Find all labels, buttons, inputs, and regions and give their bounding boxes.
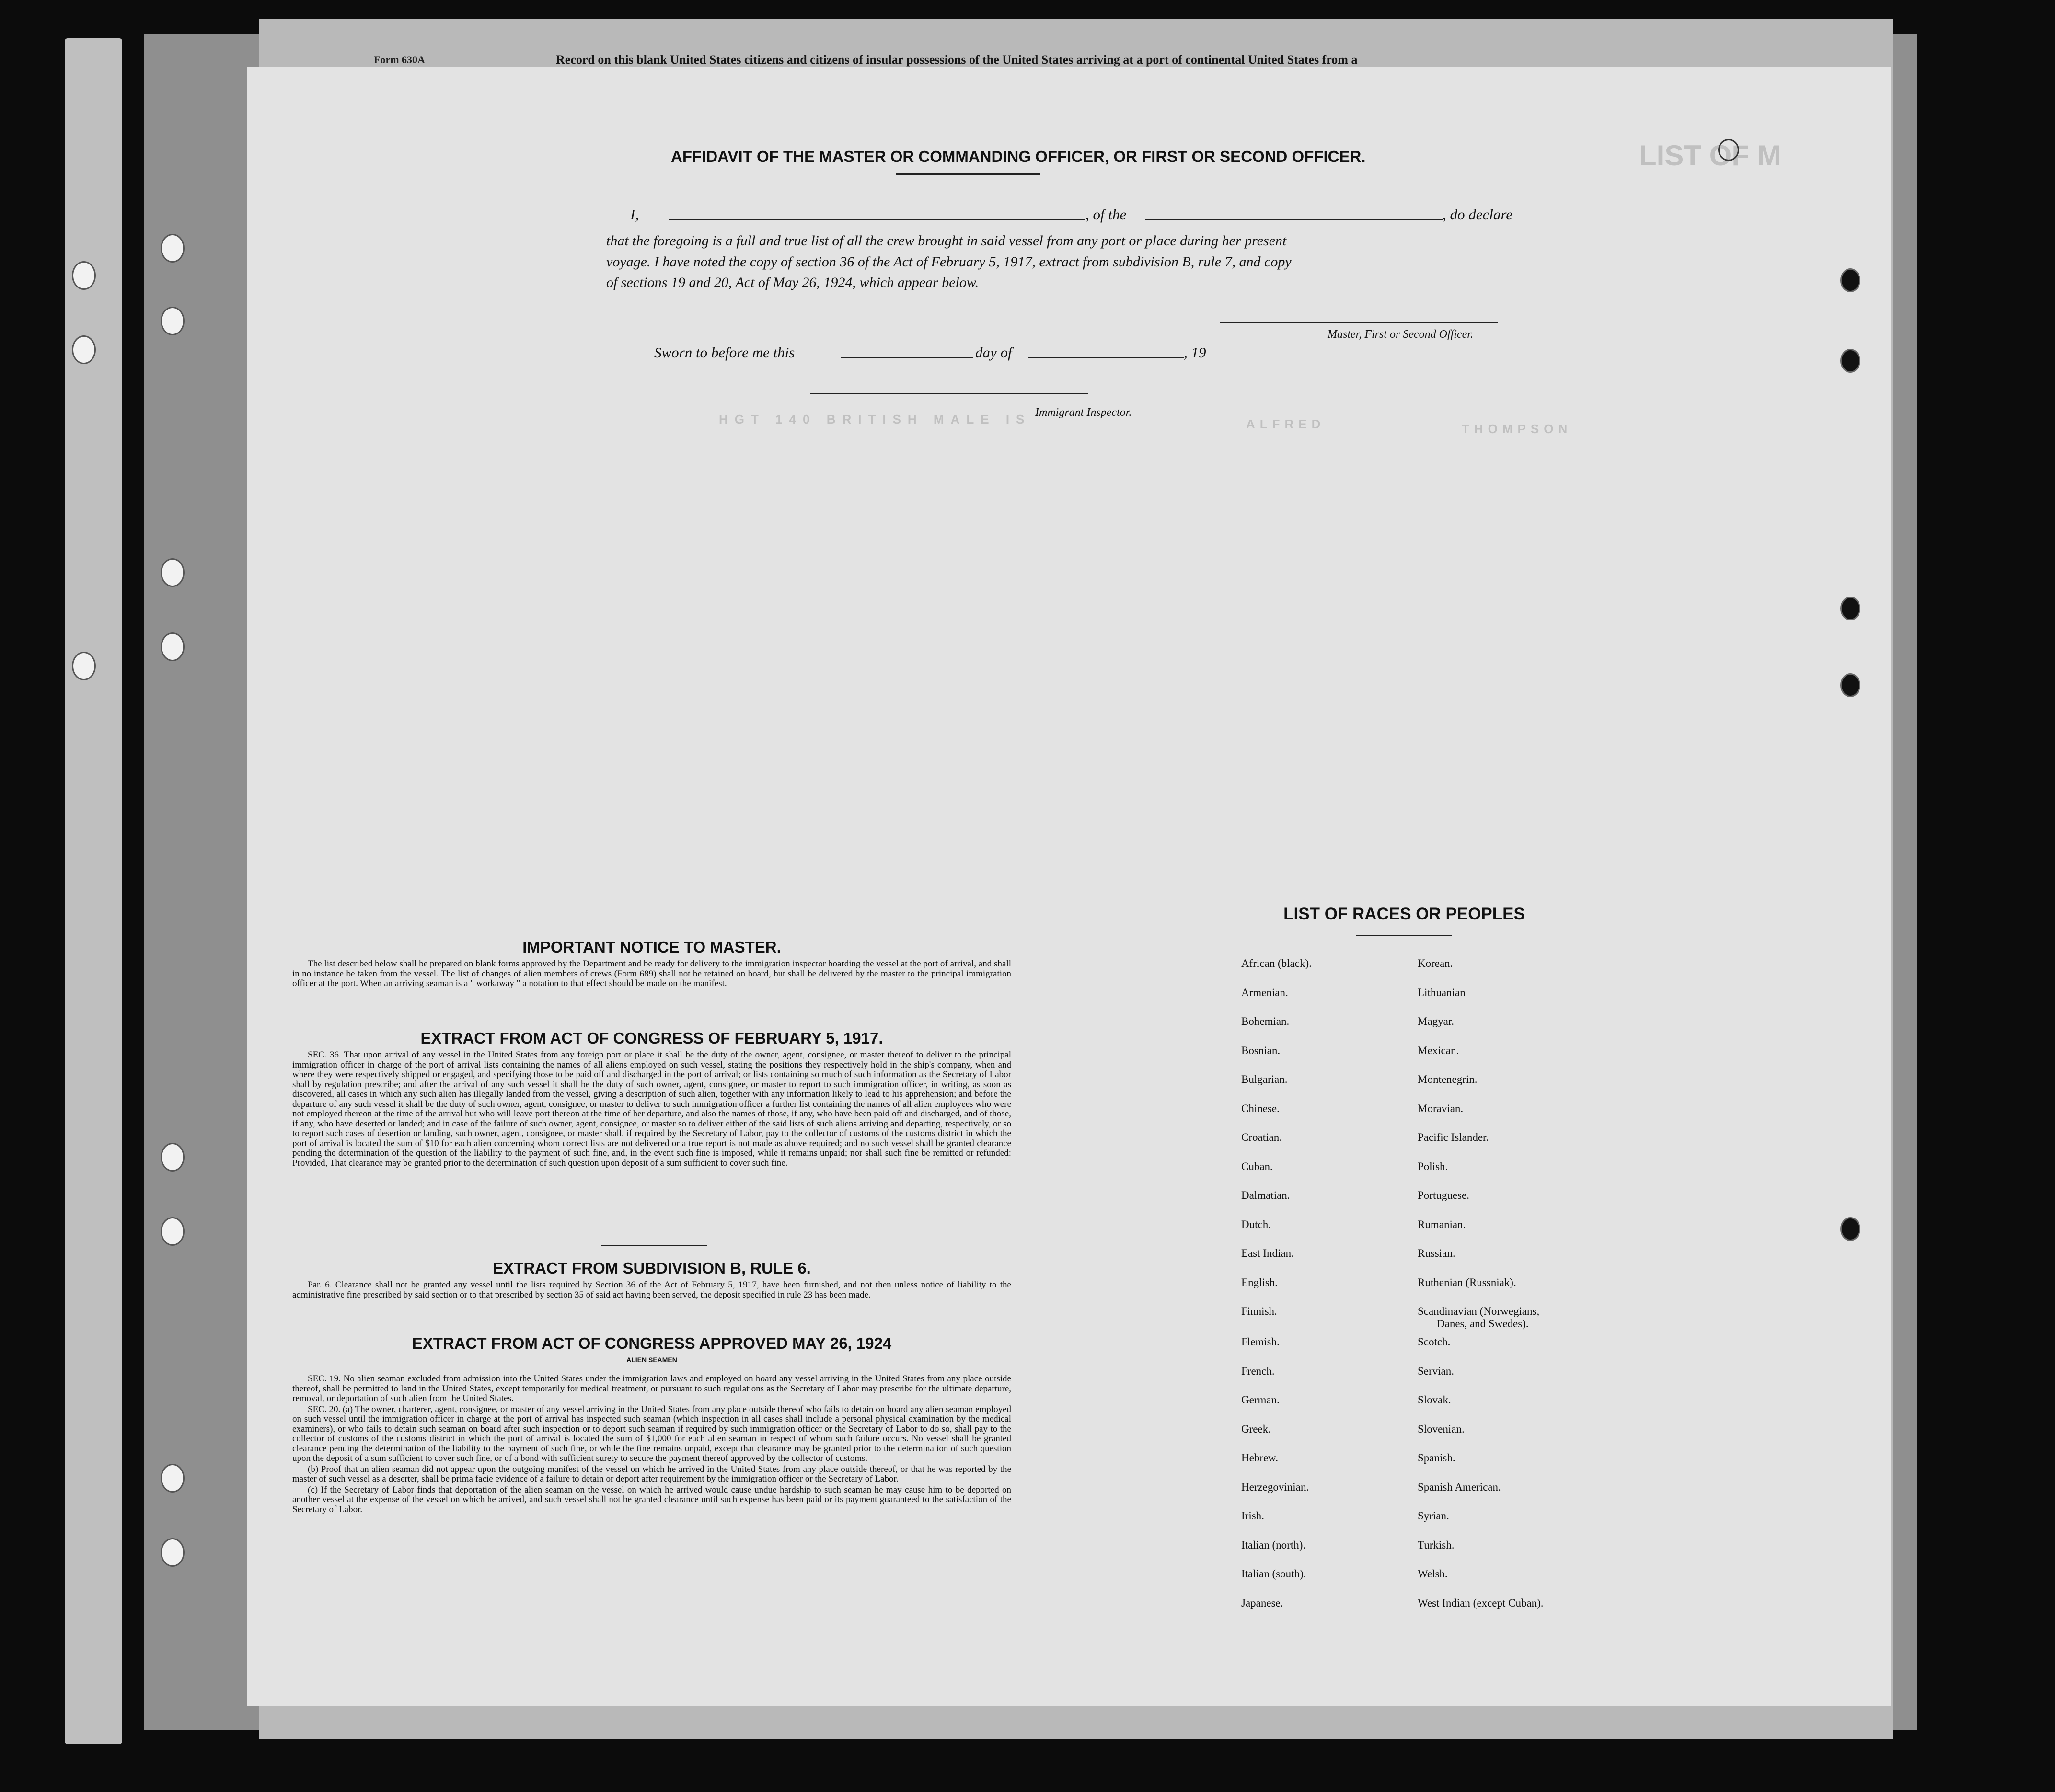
race-item: English.: [1241, 1276, 1278, 1288]
extract-1924-text: [292, 1374, 1011, 1516]
back-sheet-form-number: Form 630A: [374, 54, 425, 66]
extract-rule6-paragraph: Par. 6. Clearance shall not be granted any vessel until the lists required by Section 36 of the Act of February 5, 1917, have been furnished, and not then unless notice of liability to the administrative fine prescribed by said section or to that prescribed by section 35 of said act having been served, the deposit specified in rule 23 has been made.: [292, 1280, 1011, 1300]
binder-hole: [161, 234, 185, 263]
race-item: Welsh.: [1418, 1568, 1448, 1580]
affidavit-line-3: voyage. I have noted the copy of section 36 of the Act of February 5, 1917, extract from subdivision B, rule 7, and copy: [606, 254, 1292, 270]
race-item: Hebrew.: [1241, 1452, 1279, 1464]
race-item: Polish.: [1418, 1160, 1448, 1172]
extract-rule6-text: [292, 1280, 1011, 1301]
extract-1917-title: EXTRACT FROM ACT OF CONGRESS OF FEBRUARY 5, 1917.: [420, 1029, 883, 1047]
race-item: East Indian.: [1241, 1247, 1294, 1259]
race-item: German.: [1241, 1394, 1280, 1406]
vessel-blank: [1145, 219, 1443, 220]
day-blank: [841, 357, 973, 358]
race-item: French.: [1241, 1365, 1275, 1377]
binder-hole: [161, 632, 185, 661]
binder-hole: [1840, 268, 1860, 292]
title-divider: [896, 173, 1040, 175]
name-blank: [669, 219, 1085, 220]
race-item: African (black).: [1241, 957, 1312, 969]
race-item: Portuguese.: [1418, 1189, 1469, 1201]
binder-strip: [65, 38, 122, 1744]
race-item: Korean.: [1418, 957, 1453, 969]
month-blank: [1028, 357, 1184, 358]
race-item: Lithuanian: [1418, 986, 1466, 999]
sec-20b-paragraph: (b) Proof that an alien seaman did not appear upon the outgoing manifest of the vessel on which he arrived in the United States from any place outside thereof, or that he was reported by the master of such vessel as a deserter, shall be prima facie evidence of a failure to detain or deport after requirement by the immigration officer or the Secretary of Labor.: [292, 1464, 1011, 1484]
races-divider: [1356, 935, 1452, 936]
race-item: Japanese.: [1241, 1597, 1283, 1609]
bleed-through: LIST OF M: [1639, 139, 1781, 172]
day-of: day of: [975, 344, 1012, 361]
bleed-through: HGT 140 BRITISH MALE IS: [719, 412, 1031, 426]
binder-hole: [72, 261, 96, 290]
binder-hole: [161, 1217, 185, 1246]
race-item: Pacific Islander.: [1418, 1131, 1489, 1143]
race-item: Scotch.: [1418, 1336, 1451, 1348]
binder-hole: [1840, 673, 1860, 697]
inspector-signature-line: [810, 393, 1088, 394]
sworn-text: Sworn to before me this: [654, 344, 795, 361]
races-left-column: [1241, 957, 1312, 1626]
race-item: Dutch.: [1241, 1218, 1271, 1230]
notice-paragraph: The list described below shall be prepared on blank forms approved by the Department and be ready for delivery to the immigration inspector boarding the vessel at the port of arrival, and shall in no instance be taken from the vessel. The list of changes of alien members of crews (Form 689) shall not be retained on board, but shall be delivered by the master to the principal immigration officer at the port. When an arriving seaman is a " workaway " a notation to that effect should be made on the manifest.: [292, 959, 1011, 988]
affidavit-title: AFFIDAVIT OF THE MASTER OR COMMANDING OFFICER, OR FIRST OR SECOND OFFICER.: [671, 148, 1366, 165]
race-item: Irish.: [1241, 1510, 1264, 1522]
extract-rule6-title: EXTRACT FROM SUBDIVISION B, RULE 6.: [493, 1259, 811, 1277]
race-item: Mexican.: [1418, 1044, 1459, 1057]
year-prefix: , 19: [1184, 344, 1206, 361]
affidavit-line-4: of sections 19 and 20, Act of May 26, 1924, which appear below.: [606, 275, 979, 290]
race-item: Bohemian.: [1241, 1015, 1290, 1027]
race-item: Italian (north).: [1241, 1539, 1306, 1551]
declare-do-declare: , do declare: [1443, 206, 1513, 223]
affidavit-line-2: that the foregoing is a full and true list of all the crew brought in said vessel from any port or place during her present: [606, 233, 1287, 249]
master-label: Master, First or Second Officer.: [1328, 328, 1473, 341]
race-item: Magyar.: [1418, 1015, 1455, 1027]
binder-hole: [1840, 349, 1860, 373]
declare-of-the: , of the: [1085, 206, 1127, 223]
binder-hole: [161, 1143, 185, 1172]
sec-20c-paragraph: (c) If the Secretary of Labor finds that deportation of the alien seaman on the vessel on which he arrived would cause undue hardship to such seaman he may cause him to be deported on another vessel at the expense of the vessel on which he arrived, and such vessel shall not be granted clearance until such expense has been paid or its payment guaranteed to the satisfaction of the Secretary of Labor.: [292, 1484, 1011, 1515]
binder-hole: [161, 1464, 185, 1493]
race-item: Russian.: [1418, 1247, 1455, 1259]
binder-hole: [72, 335, 96, 364]
race-item: Servian.: [1418, 1365, 1455, 1377]
extract-1917-paragraph: SEC. 36. That upon arrival of any vessel in the United States from any foreign port or place it shall be the duty of the owner, agent, consignee, or master thereof to deliver to the principal immigration officer in charge of the port of arrival lists containing the names of all aliens employed on such vessel, stating the positions they respectively hold in the ship's company, when and where they were respectively shipped or engaged, and specifying those to be paid off and discharged in the port of arrival; or lists containing so much of such information as the Secretary of Labor shall by regulation prescribe; and after the arrival of any such vessel it shall be the duty of such owner, agent, consignee, or master to report to such immigration officer, in writing, as soon as discovered, all cases in which any such alien has illegally landed from the vessel, giving a description of such alien, together with any information likely to lead to his apprehension; and before the departure of any such vessel it shall be the duty of such owner, agent, consignee, or master to deliver to such immigration officer a further list containing the names of all alien employees who were not employed thereon at the time of the arrival but who will leave port thereon at the time of her departure, and also the names of those, if any, who have been paid off and discharged, and of those, if any, who have deserted or landed; and in case of the failure of such owner, agent, consignee, or master so to deliver either of the said lists of such aliens arriving and departing, respectively, or so to report such cases of desertion or landing, such owner, agent, consignee, or master shall, if required by the Secretary of Labor, pay to the collector of customs of the customs district in which the port of arrival is located the sum of $10 for each alien concerning whom correct lists are not delivered or a true report is not made as above required; and no such vessel shall be granted clearance pending the determination of the question of the liability to the payment of such fine, and, in the event such fine is imposed, while it remains unpaid; nor shall such fine be remitted or refunded: Provided, That clearance may be granted prior to the determination of such question upon deposit of a sum sufficient to cover such fine.: [292, 1050, 1011, 1168]
extract-1924-subtitle: ALIEN SEAMEN: [626, 1356, 677, 1364]
race-item: Greek.: [1241, 1423, 1271, 1435]
race-item: Croatian.: [1241, 1131, 1282, 1143]
section-divider: [601, 1245, 707, 1246]
master-signature-line: [1220, 322, 1498, 323]
race-item: West Indian (except Cuban).: [1418, 1597, 1544, 1609]
declare-i: I,: [630, 206, 639, 223]
race-item: Herzegovinian.: [1241, 1481, 1309, 1493]
extract-1924-title: EXTRACT FROM ACT OF CONGRESS APPROVED MAY 26, 1924: [412, 1334, 892, 1352]
race-item: Slovenian.: [1418, 1423, 1465, 1435]
notice-text: [292, 959, 1011, 990]
race-item: Montenegrin.: [1418, 1073, 1478, 1085]
race-item-continuation: Danes, and Swedes).: [1437, 1318, 1529, 1330]
race-item: Chinese.: [1241, 1102, 1280, 1114]
race-item: Cuban.: [1241, 1160, 1273, 1172]
race-item: Finnish.: [1241, 1305, 1277, 1317]
binder-hole: [161, 307, 185, 335]
race-item: Rumanian.: [1418, 1218, 1466, 1230]
sec-20a-paragraph: SEC. 20. (a) The owner, charterer, agent, consignee, or master of any vessel arriving in the United States from any place outside thereof who fails to detain on board any alien seaman employed on such vessel until the immigration officer in charge at the port of arrival has inspected such seaman (which inspection in all cases shall include a personal physical examination by the medical examiners), or who fails to detain such seaman on board after such inspection or to deport such seaman if required by such immigration officer or the Secretary of Labor to do so, shall pay to the collector of customs of the customs district in which the port of arrival is located the sum of $1,000 for each alien seaman in respect of whom such failure occurs. No vessel shall be granted clearance pending the determination of the liability to the payment of such fine, or while the fine remains unpaid, except that clearance may be granted prior to the determination of such question upon the deposit of a sum sufficient to cover such fine, or of a bond with sufficient surety to secure the payment thereof approved by the collector of customs.: [292, 1404, 1011, 1463]
race-item: Spanish.: [1418, 1452, 1455, 1464]
bleed-through: ALFRED: [1246, 417, 1326, 431]
sec-19-paragraph: SEC. 19. No alien seaman excluded from admission into the United States under the immigration laws and employed on board any vessel arriving in the United States from any place outside thereof, shall be permitted to land in the United States, except temporarily for medical treatment, or pursuant to such regulations as the Secretary of Labor may prescribe for the ultimate departure, removal, or deportation of such alien from the United States.: [292, 1374, 1011, 1403]
race-item: Ruthenian (Russniak).: [1418, 1276, 1516, 1288]
race-item: Slovak.: [1418, 1394, 1451, 1406]
bleed-through: THOMPSON: [1462, 422, 1572, 436]
race-item: Scandinavian (Norwegians,: [1418, 1305, 1540, 1317]
race-item: Spanish American.: [1418, 1481, 1501, 1493]
inspector-label: Immigrant Inspector.: [1035, 406, 1132, 419]
binder-hole: [161, 558, 185, 587]
notice-title: IMPORTANT NOTICE TO MASTER.: [522, 938, 781, 956]
race-item: Syrian.: [1418, 1510, 1449, 1522]
race-item-scandinavian: [1418, 1305, 1544, 1336]
race-item: Bulgarian.: [1241, 1073, 1288, 1085]
race-item: Bosnian.: [1241, 1044, 1281, 1057]
binder-hole: [161, 1538, 185, 1567]
race-item: Turkish.: [1418, 1539, 1455, 1551]
race-item: Italian (south).: [1241, 1568, 1306, 1580]
race-item: Flemish.: [1241, 1336, 1280, 1348]
binder-hole: [1840, 1217, 1860, 1241]
race-item: Dalmatian.: [1241, 1189, 1290, 1201]
races-title: LIST OF RACES OR PEOPLES: [1283, 905, 1525, 923]
back-sheet-header: Record on this blank United States citizens and citizens of insular possessions of the United States arriving at a port of continental United States from a: [556, 53, 1358, 67]
race-item: Moravian.: [1418, 1102, 1464, 1114]
binder-hole: [72, 652, 96, 680]
races-right-column: [1418, 957, 1544, 1626]
extract-1917-text: [292, 1050, 1011, 1169]
race-item: Armenian.: [1241, 986, 1288, 999]
binder-hole: [1840, 597, 1860, 620]
